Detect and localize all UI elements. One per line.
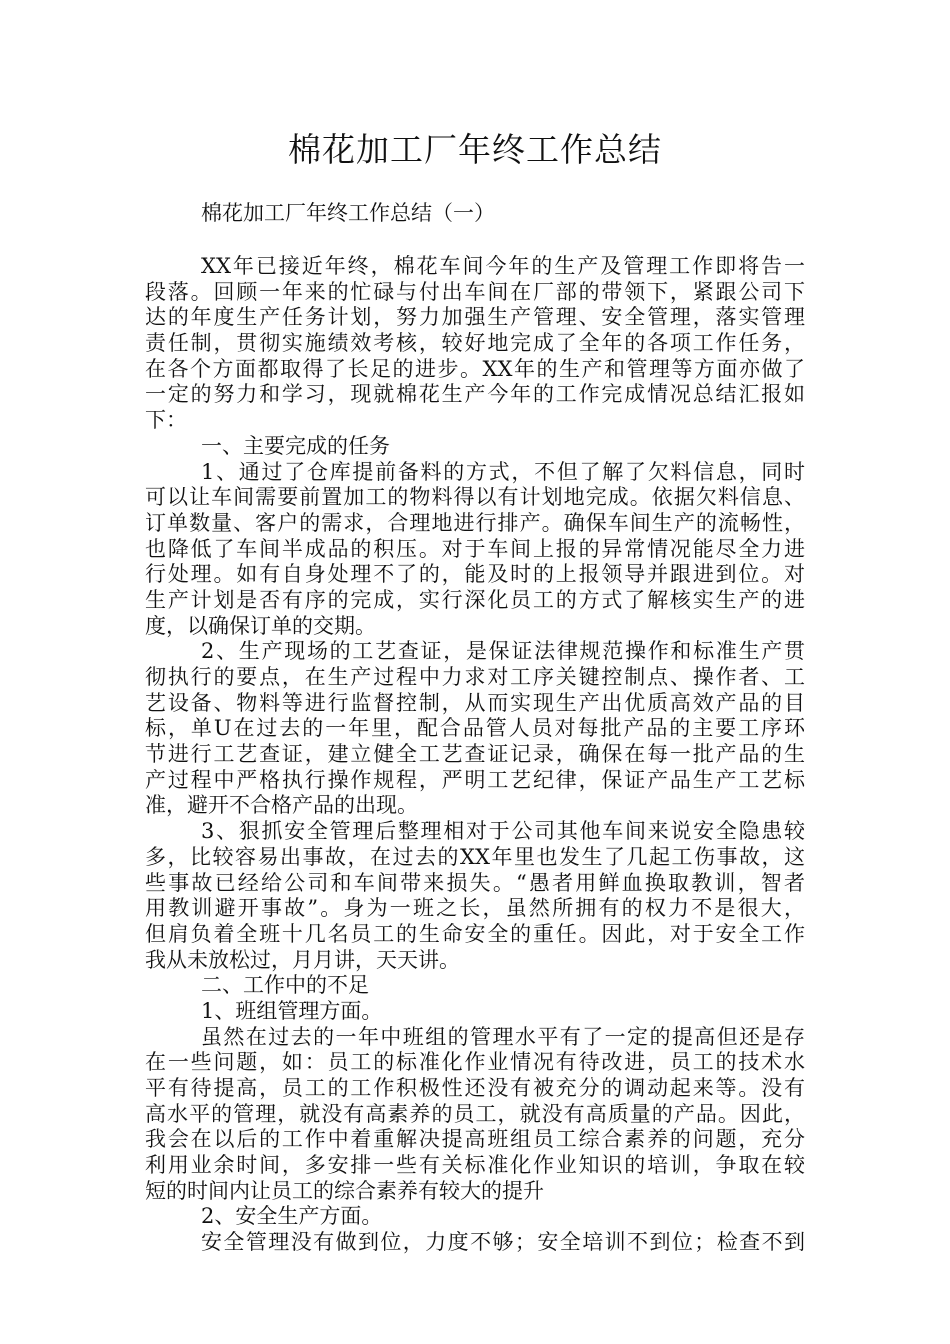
document-title: 棉花加工厂年终工作总结 — [288, 130, 662, 169]
body-line: 用教训避开事故”。身为一班之长，虽然所拥有的权力不是很大， — [145, 896, 805, 921]
body-line: 我会在以后的工作中着重解决提高班组员工综合素养的问题，充分 — [145, 1127, 805, 1152]
body-line: 节进行工艺查证，建立健全工艺查证记录，确保在每一批产品的生 — [145, 742, 805, 767]
body-line: 生产计划是否有序的完成，实行深化员工的方式了解核实生产的进 — [145, 587, 805, 612]
body-line: 也降低了车间半成品的积压。对于车间上报的异常情况能尽全力进 — [145, 536, 805, 561]
body-line: 可以让车间需要前置加工的物料得以有计划地完成。依据欠料信息、 — [145, 485, 805, 510]
body-line: 3、狠抓安全管理后整理相对于公司其他车间来说安全隐患较 — [201, 819, 805, 844]
body-line: 虽然在过去的一年中班组的管理水平有了一定的提高但还是存 — [201, 1024, 805, 1049]
body-line: 二、工作中的不足 — [201, 973, 369, 998]
body-line: 艺设备、物料等进行监督控制，从而实现生产出优质高效产品的目 — [145, 690, 805, 715]
body-line: 1、班组管理方面。 — [201, 998, 383, 1023]
body-line: 行处理。如有自身处理不了的，能及时的上报领导并跟进到位。对 — [145, 562, 805, 587]
body-line: XX年已接近年终，棉花车间今年的生产及管理工作即将告一 — [201, 254, 805, 278]
body-line: 标，单U在过去的一年里，配合品管人员对每批产品的主要工序环 — [145, 716, 805, 741]
body-line: 段落。回顾一年来的忙碌与付出车间在厂部的带领下，紧跟公司下 — [145, 279, 805, 304]
body-line: 些事故已经给公司和车间带来损失。“愚者用鲜血换取教训，智者 — [145, 870, 805, 895]
body-line: 一定的努力和学习，现就棉花生产今年的工作完成情况总结汇报如 — [145, 382, 805, 407]
body-line: 2、安全生产方面。 — [201, 1204, 383, 1229]
document-body — [145, 254, 805, 1256]
body-line: 但肩负着全班十几名员工的生命安全的重任。因此，对于安全工作 — [145, 921, 805, 946]
body-line: 订单数量、客户的需求，合理地进行排产。确保车间生产的流畅性， — [145, 510, 805, 535]
body-line: 平有待提高，员工的工作积极性还没有被充分的调动起来等。没有 — [145, 1076, 805, 1100]
body-line: 准，避开不合格产品的出现。 — [145, 793, 418, 818]
body-line: 在各个方面都取得了长足的进步。XX年的生产和管理等方面亦做了 — [145, 356, 805, 381]
document-subtitle: 棉花加工厂年终工作总结（一） — [201, 201, 495, 225]
body-line: 1、通过了仓库提前备料的方式，不但了解了欠料信息，同时 — [201, 459, 805, 484]
body-line: 在一些问题，如：员工的标准化作业情况有待改进，员工的技术水 — [145, 1050, 805, 1075]
body-line: 一、主要完成的任务 — [201, 433, 390, 458]
body-line: 产过程中严格执行操作规程，严明工艺纪律，保证产品生产工艺标 — [145, 767, 805, 792]
body-line: 彻执行的要点，在生产过程中力求对工序关键控制点、操作者、工 — [145, 665, 805, 689]
body-line: 短的时间内让员工的综合素养有较大的提升 — [145, 1178, 544, 1203]
body-line: 度，以确保订单的交期。 — [145, 613, 376, 638]
body-line: 我从未放松过，月月讲，天天讲。 — [145, 947, 460, 972]
body-line: 利用业余时间，多安排一些有关标准化作业知识的培训，争取在较 — [145, 1153, 805, 1178]
body-line: 2、生产现场的工艺查证，是保证法律规范操作和标准生产贯 — [201, 639, 805, 664]
body-line: 安全管理没有做到位，力度不够；安全培训不到位；检查不到 — [201, 1230, 805, 1255]
body-line: 达的年度生产任务计划，努力加强生产管理、安全管理，落实管理 — [145, 305, 805, 330]
body-line: 多，比较容易出事故，在过去的XX年里也发生了几起工伤事故，这 — [145, 844, 805, 869]
body-line: 高水平的管理，就没有高素养的员工，就没有高质量的产品。因此， — [145, 1101, 805, 1126]
body-line: 责任制，贯彻实施绩效考核，较好地完成了全年的各项工作任务， — [145, 331, 805, 356]
body-line: 下： — [145, 408, 187, 433]
